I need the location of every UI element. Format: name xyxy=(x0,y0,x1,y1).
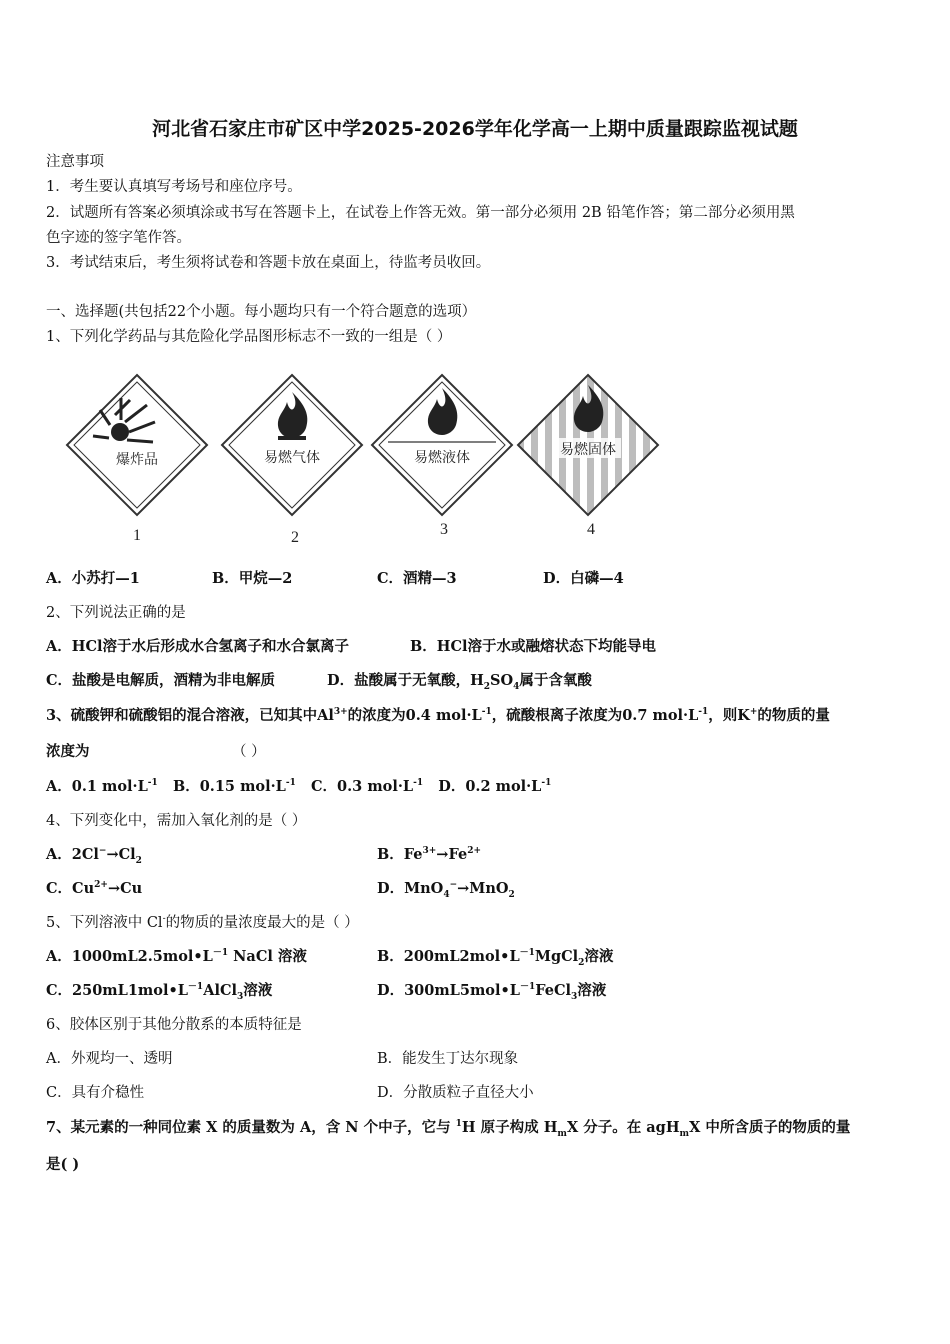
q1-option-a: A．小苏打—1 xyxy=(46,570,140,587)
q1-option-d: D．白磷—4 xyxy=(543,570,624,587)
q4-option-b: B．$Fe^{3+}\to Fe^{2+}$ xyxy=(377,846,481,863)
explosive-sign-icon xyxy=(67,375,207,544)
sign-4-number: 4 xyxy=(587,521,595,538)
notice-heading: 注意事项 xyxy=(46,154,104,170)
q3-stem: 3、硫酸钾和硫酸铝的混合溶液，已知其中$Al^{3+}$的浓度为0.4 $mol\cdot L^{-1}$，硫酸根离子浓度为0.7 $mol\cdot L^{-1}$，则K+的物质的量 xyxy=(46,707,830,724)
flammable-liquid-sign-icon xyxy=(372,375,512,538)
section-heading: 一、选择题(共包括22个小题。每小题均只有一个符合题意的选项） xyxy=(46,304,477,320)
hazard-signs xyxy=(55,370,665,550)
notice-item-1: 1．考生要认真填写考场号和座位序号。 xyxy=(46,179,302,195)
q2-stem: 2、下列说法正确的是 xyxy=(46,605,186,621)
q5-option-a: A．$1000mL2.5mol•L^{-1}$ NaCl 溶液 xyxy=(46,948,307,965)
flammable-gas-sign-icon xyxy=(222,375,362,546)
flammable-solid-sign-icon xyxy=(518,375,658,538)
notice-item-2-cont: 色字迹的签字笔作答。 xyxy=(46,230,191,246)
q1-option-c: C．酒精—3 xyxy=(377,570,457,587)
sign-1-number: 1 xyxy=(133,527,141,544)
q6-stem: 6、胶体区别于其他分散系的本质特征是 xyxy=(46,1017,302,1033)
sign-2-label: 易燃气体 xyxy=(264,450,320,466)
q6-option-d: D．分散质粒子直径大小 xyxy=(377,1085,534,1101)
sign-3-number: 3 xyxy=(440,521,448,538)
notice-item-2: 2．试题所有答案必须填涂或书写在答题卡上，在试卷上作答无效。第一部分必须用 2B 铅笔作答；第二部分必须用黑 xyxy=(46,205,795,221)
q2-option-b: B．HCl溶于水或融熔状态下均能导电 xyxy=(410,638,657,655)
sign-2-number: 2 xyxy=(291,529,299,546)
q4-option-d: D．MnO$_4$−→MnO$_2$ xyxy=(377,880,515,900)
q3-options: A．0.1 $mol\cdot L^{-1}$ B．0.15 $mol\cdot L^{-1}$ C．0.3 $mol\cdot L^{-1}$ D．0.2 $mol\cdot L^{-1}$ xyxy=(46,778,552,795)
q5-option-b: B．$200mL2mol•L^{-1}MgCl_2$溶液 xyxy=(377,948,614,968)
q2-option-a: A．HCl溶于水后形成水合氢离子和水合氯离子 xyxy=(46,638,349,655)
q7-stem-line2: 是( ) xyxy=(46,1156,80,1173)
q7-stem: 7、某元素的一种同位素 X 的质量数为 A，含 N 个中子，它与 $^1$H 原子构成 $H_mX$ 分子。在 agH$_m$X 中所含质子的物质的量 xyxy=(46,1119,851,1139)
q6-option-a: A．外观均一、透明 xyxy=(46,1051,173,1067)
q5-stem: 5、下列溶液中 Cl-的物质的量浓度最大的是（ ） xyxy=(46,914,359,931)
notice-item-3: 3．考试结束后，考生须将试卷和答题卡放在桌面上，待监考员收回。 xyxy=(46,255,491,271)
q3-answer-paren: （ ） xyxy=(232,744,266,760)
q6-option-b: B．能发生丁达尔现象 xyxy=(377,1051,519,1067)
q4-option-a: A．$2Cl^-\to Cl_2$ xyxy=(46,846,142,866)
q2-option-c: C．盐酸是电解质，酒精为非电解质 xyxy=(46,672,276,689)
q4-option-c: C．$Cu^{2+}\to Cu$ xyxy=(46,880,143,897)
q5-option-c: C．$250mL1mol•L^{-1}AlCl_3$溶液 xyxy=(46,982,273,1002)
q3-stem-line2: 浓度为 xyxy=(46,743,90,760)
q1-option-b: B．甲烷—2 xyxy=(212,570,293,587)
page-title: 河北省石家庄市矿区中学2025-2026学年化学高一上期中质量跟踪监视试题 xyxy=(152,118,798,140)
q1-stem: 1、下列化学药品与其危险化学品图形标志不一致的一组是（ ） xyxy=(46,329,452,345)
sign-4-label: 易燃固体 xyxy=(560,442,616,458)
sign-3-label: 易燃液体 xyxy=(414,450,470,466)
q4-stem: 4、下列变化中，需加入氧化剂的是（ ） xyxy=(46,813,307,829)
sign-1-label: 爆炸品 xyxy=(116,452,158,468)
q6-option-c: C．具有介稳性 xyxy=(46,1085,145,1101)
q5-option-d: D．$300mL5mol•L^{-1}FeCl_3$溶液 xyxy=(377,982,607,1002)
q2-option-d: D．盐酸属于无氧酸，$H_2SO_4$属于含氧酸 xyxy=(327,672,592,692)
